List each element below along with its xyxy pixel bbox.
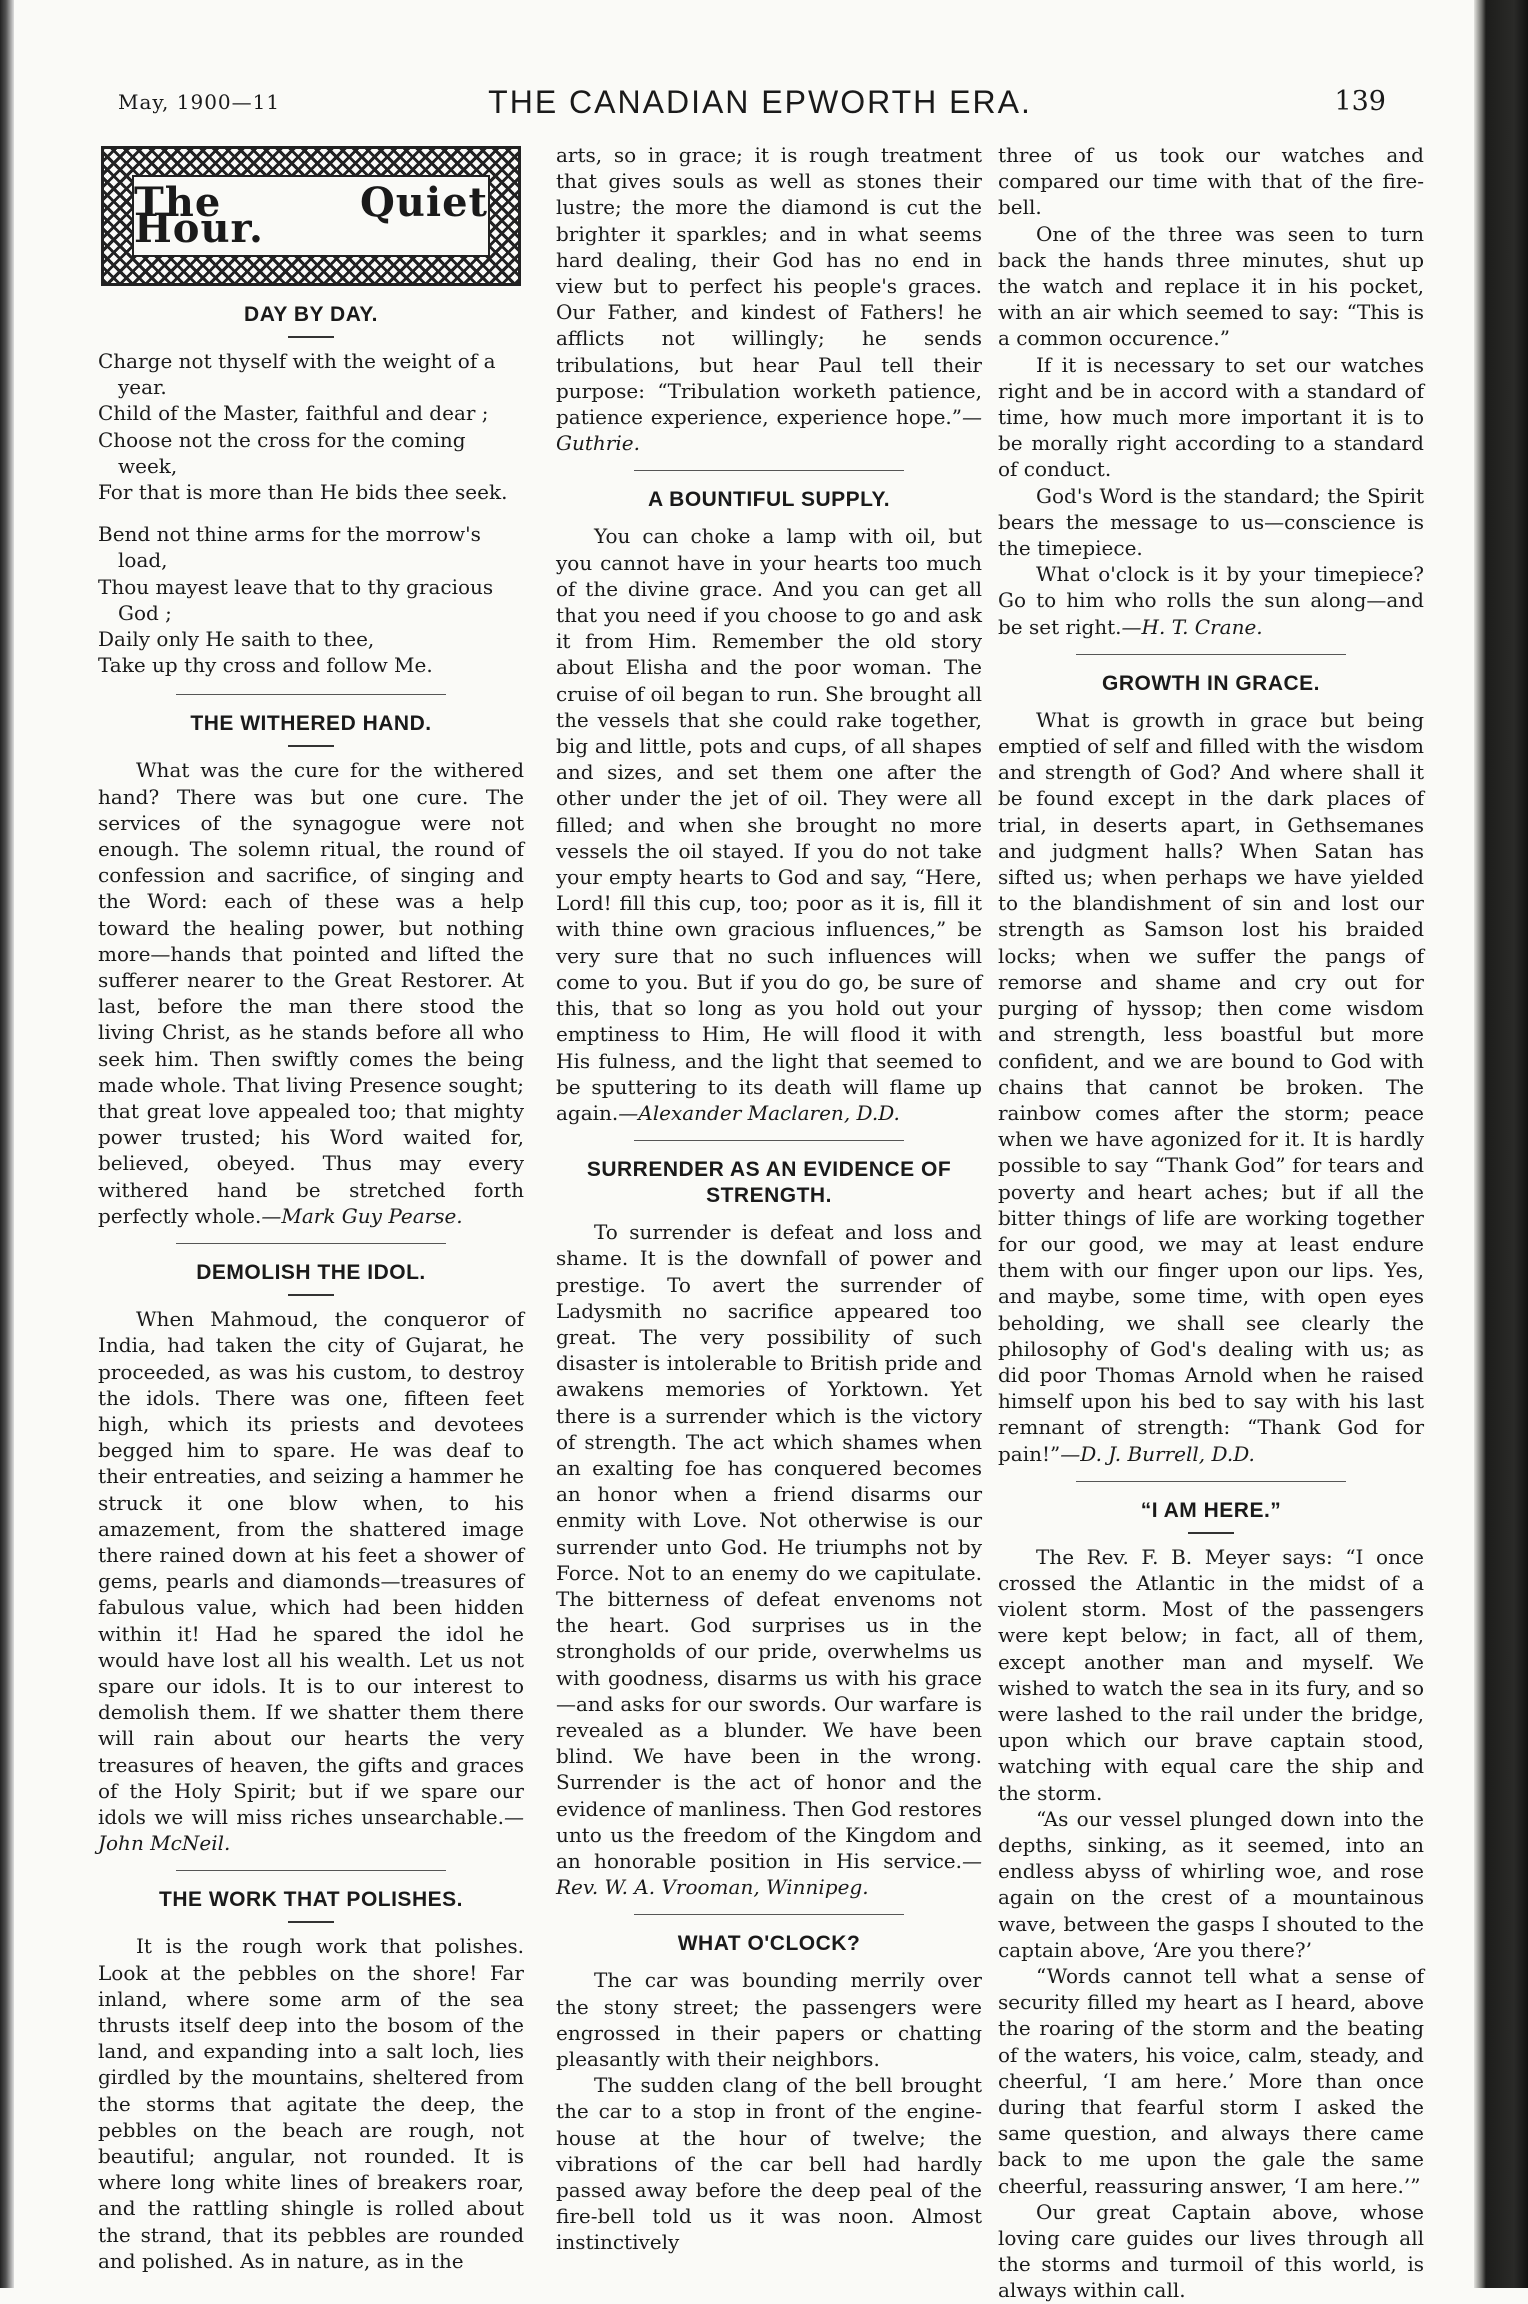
poem-line: Child of the Master, faithful and dear ; (98, 401, 489, 426)
left-page-edge (0, 0, 14, 2288)
quiet-hour-banner (101, 146, 521, 286)
section-title-i-am-here: “I AM HERE.” (1140, 1498, 1282, 1522)
article-author: —D. J. Burrell, D.D. (1060, 1441, 1255, 1466)
article-text: The car was bounding merrily over the stony street; the passengers were engrossed in their papers or chatting pleasantly with their neighbors. (556, 1968, 982, 2071)
section-rule (176, 1243, 446, 1244)
article-text: To surrender is defeat and loss and shame. It is the downfall of power and prestige. To avert the surrender of Ladysmith no sacrifice appeared too great. The very possibility of such disaster is intolerable to British pride and awakens memories of Yorktown. Yet there is a surrender which is the victory of strength. The act which shames when an exalting foe has conquered becomes an honor when a friend disarms our enmity with Love. Not otherwise is our surrender unto God. He triumphs not by Force. Not to an enemy do we capitulate. The bitterness of defeat envenoms not the heart. God surprises us in the strongholds of our pride, overwhelms us with goodness, disarms us with his grace—and asks for our swords. Our warfare is revealed as a blunder. We have been blind. We have been in the wrong. Surrender is the act of honor and the evidence of manliness. Then God restores unto us the freedom of the Kingdom and an honorable position in His service.—Rev. W. A. Vrooman, Winnipeg. (556, 1220, 982, 1900)
journal-title: THE CANADIAN EPWORTH ERA. (488, 84, 1032, 120)
section-rule (176, 694, 446, 695)
article-author: —Mark Guy Pearse. (261, 1203, 463, 1228)
section-rule (634, 1914, 904, 1915)
article-text: The Rev. F. B. Meyer says: “I once crossed the Atlantic in the midst of a violent storm. Most of the passengers were kept below; in fact, all of them, except another man and myself. We wished to watch the sea in its fury, and so were lashed to the rail under the bridge, upon which our brave captain stood, watching with equal care the ship and the storm. (998, 1544, 1424, 1805)
article-author: —John McNeil. (98, 1804, 524, 1856)
poem-day-by-day (98, 348, 524, 678)
article-text: One of the three was seen to turn back the hands three minutes, shut up the watch and replace it in his pocket, with an air which seemed to say: “This is a common occurence.” (998, 221, 1424, 351)
short-rule (288, 1921, 334, 1923)
page-number: 139 (1334, 86, 1386, 117)
section-rule (176, 1870, 446, 1871)
article-author: —Alexander Maclaren, D.D. (618, 1100, 900, 1125)
section-rule (1076, 654, 1346, 655)
section-title-demolish-idol: DEMOLISH THE IDOL. (196, 1261, 426, 1285)
article-text: arts, so in grace; it is rough treatment that gives souls as well as stones their lustre; the more the diamond is cut the brighter it sparkles; and in what seems hard dealing, their God has no end in view but to perfect his people's graces. Our Father, and kindest of Fathers! he afflicts not willingly; he sends tribulations, but hear Paul tell their purpose: “Tribulation worketh patience, patience experience, experience hope.”—Guthrie. (556, 143, 982, 456)
article-author: —H. T. Crane. (1121, 614, 1263, 639)
article-text: You can choke a lamp with oil, but you cannot have in your hearts too much of the divine grace. And you can get all that you need if you choose to go and ask it from Him. Remember the old story about Elisha and the poor woman. The cruise of oil began to run. She brought all the vessels that she could rake together, big and little, pots and cups, of all shapes and sizes, and set them one after the other under the jet of oil. They were all filled; and when she brought no more vessels the oil stayed. If you do not take your empty hearts to God and say, “Here, Lord! fill this cup, too; poor as it is, fill it with thine own gracious influences,” be very sure that no such influences will come to you. But if you do go, be sure of this, that so long as you hold out your emptiness to Him, He will flood it with His fulness, and the light that seemed to be sputtering to its death will flame up again.—Alexander Maclaren, D.D. (556, 524, 982, 1125)
short-rule (288, 745, 334, 747)
poem-line: Thou mayest leave that to thy gracious God ; (98, 574, 494, 625)
article-text: “Words cannot tell what a sense of security filled my heart as I heard, above the roaring of the storm and the beating of the waters, his voice, calm, steady, and cheerful, ‘I am here.’ More than once during that fearful storm I asked the same question, and always there came back to me upon the gale the same cheerful, reassuring answer, ‘I am here.’” (998, 1964, 1424, 2198)
column-2 (556, 142, 982, 2256)
short-rule (288, 336, 334, 338)
poem-line: For that is more than He bids thee seek. (98, 480, 508, 505)
article-text: The sudden clang of the bell brought the car to a stop in front of the engine-house at the hour of twelve; the vibrations of the car bell had hardly passed away before the deep peal of the fire-bell told us it was noon. Almost instinctively (556, 2073, 982, 2255)
section-title-work-that-polishes: THE WORK THAT POLISHES. (159, 1888, 463, 1912)
short-rule (1188, 1532, 1234, 1534)
article-text: If it is necessary to set our watches right and be in accord with a standard of time, how much more important it is to be morally right according to a standard of conduct. (998, 352, 1424, 482)
poem-line: Choose not the cross for the coming week, (98, 427, 466, 478)
poem-stanza (98, 348, 524, 505)
article-text: When Mahmoud, the conqueror of India, had taken the city of Gujarat, he proceeded, as was his custom, to destroy the idols. There was one, fifteen feet high, which its priests and devotees begged him to spare. He was deaf to their entreaties, and seizing a hammer he struck it one blow when, to his amazement, from the shattered image there rained down at his feet a shower of gems, pearls and diamonds—treasures of fabulous value, which had been hidden within it! Had he spared the idol he would have lost all his wealth. Let us not spare our idols. It is to our interest to demolish them. If we shatter them there will rain about our hearts the very treasures of heaven, the gifts and graces of the Holy Spirit; but if we spare our idols we will miss riches unsearchable.—John McNeil. (98, 1307, 524, 1856)
article-text: What was the cure for the withered hand? There was but one cure. The services of the synagogue were not enough. The solemn ritual, the round of confession and sacrifice, of singing and the Word: each of these was a help toward the healing power, but nothing more—hands that pointed and lifted the sufferer nearer to the Great Restorer. At last, before the man there stood the living Christ, as he stands before all who seek him. Then swiftly comes the being made whole. That living Presence sought; that great love appealed too; that mighty power trusted; his Word waited for, believed, obeyed. Thus may every withered hand be stretched forth perfectly whole.—Mark Guy Pearse. (98, 758, 524, 1228)
column-3 (998, 142, 1424, 2304)
section-rule (634, 1140, 904, 1141)
article-text: It is the rough work that polishes. Look at the pebbles on the shore! Far inland, where some arm of the sea thrusts itself deep into the bosom of the land, and expanding into a salt loch, lies girdled by the mountains, sheltered from the storms that agitate the deep, the pebbles on the beach are rough, not beautiful; angular, not rounded. It is where long white lines of breakers roar, and the rattling shingle is rolled about the strand, that its pebbles are rounded and polished. As in nature, as in the (98, 1934, 524, 2273)
section-title-withered-hand: THE WITHERED HAND. (190, 712, 432, 736)
section-title-what-oclock: WHAT O'CLOCK? (677, 1932, 861, 1956)
article-text: What is growth in grace but being emptied of self and filled with the wisdom and strength of God? And where shall it be found except in the dark places of trial, in deserts apart, in Gethsemanes and judgment halls? When Satan has sifted us; when perhaps we have yielded to the blandishment of sin and lost our strength as Samson lost his braided locks; when we suffer the pangs of remorse and shame and cry out for purging of hyssop; then come wisdom and strength, less boastful but more confident, and we are bound to God with chains that cannot be broken. The rainbow comes after the storm; peace when we have agonized for it. It is hardly possible to say “Thank God” for tears and poverty and heart aches; but if all the bitter things of life are working together for our good, we may at least endure them with our finger upon our lips. Yes, and maybe, some time, with open eyes beholding, we shall see clearly the philosophy of God's dealing with us; as did poor Thomas Arnold when he raised himself upon his bed to say with his last remnant of strength: “Thank God for pain!”—D. J. Burrell, D.D. (998, 707, 1424, 1466)
section-title-growth-in-grace: GROWTH IN GRACE. (1102, 671, 1320, 695)
short-rule (288, 1294, 334, 1296)
section-title-surrender: SURRENDER AS AN EVIDENCE OF STRENGTH. (586, 1158, 952, 1208)
article-author: —Rev. W. A. Vrooman, Winnipeg. (556, 1848, 982, 1900)
article-author: —Guthrie. (556, 405, 982, 456)
page-header (110, 84, 1410, 134)
section-title-day-by-day: DAY BY DAY. (244, 303, 378, 326)
poem-line: Take up thy cross and follow Me. (98, 653, 433, 678)
article-text: Our great Captain above, whose loving care guides our lives through all the storms and turmoil of this world, is always within call. (998, 2199, 1424, 2303)
poem-line: Daily only He saith to thee, (98, 627, 375, 652)
article-text: What o'clock is it by your timepiece? Go to him who rolls the sun along—and be set right.—H. T. Crane. (998, 562, 1424, 639)
poem-line: Charge not thyself with the weight of a year. (98, 349, 496, 400)
poem-stanza (98, 521, 524, 678)
article-text: God's Word is the standard; the Spirit bears the message to us—conscience is the timepiece. (998, 483, 1424, 561)
section-rule (634, 470, 904, 471)
section-title-bountiful-supply: A BOUNTIFUL SUPPLY. (647, 488, 891, 512)
poem-line: Bend not thine arms for the morrow's load, (98, 522, 481, 573)
header-date: May, 1900—11 (118, 90, 281, 114)
book-spine (1474, 0, 1528, 2288)
article-text: “As our vessel plunged down into the depths, sinking, as it seemed, into an endless abyss of whirling woe, and rose again on the crest of a mountainous wave, between the gasps I shouted to the captain above, ‘Are you there?’ (998, 1806, 1424, 1962)
article-text: three of us took our watches and compared our time with that of the fire-bell. (998, 143, 1424, 220)
banner-title: The Quiet Hour. (134, 178, 488, 252)
column-1 (98, 142, 524, 2274)
section-rule (1076, 1481, 1346, 1482)
